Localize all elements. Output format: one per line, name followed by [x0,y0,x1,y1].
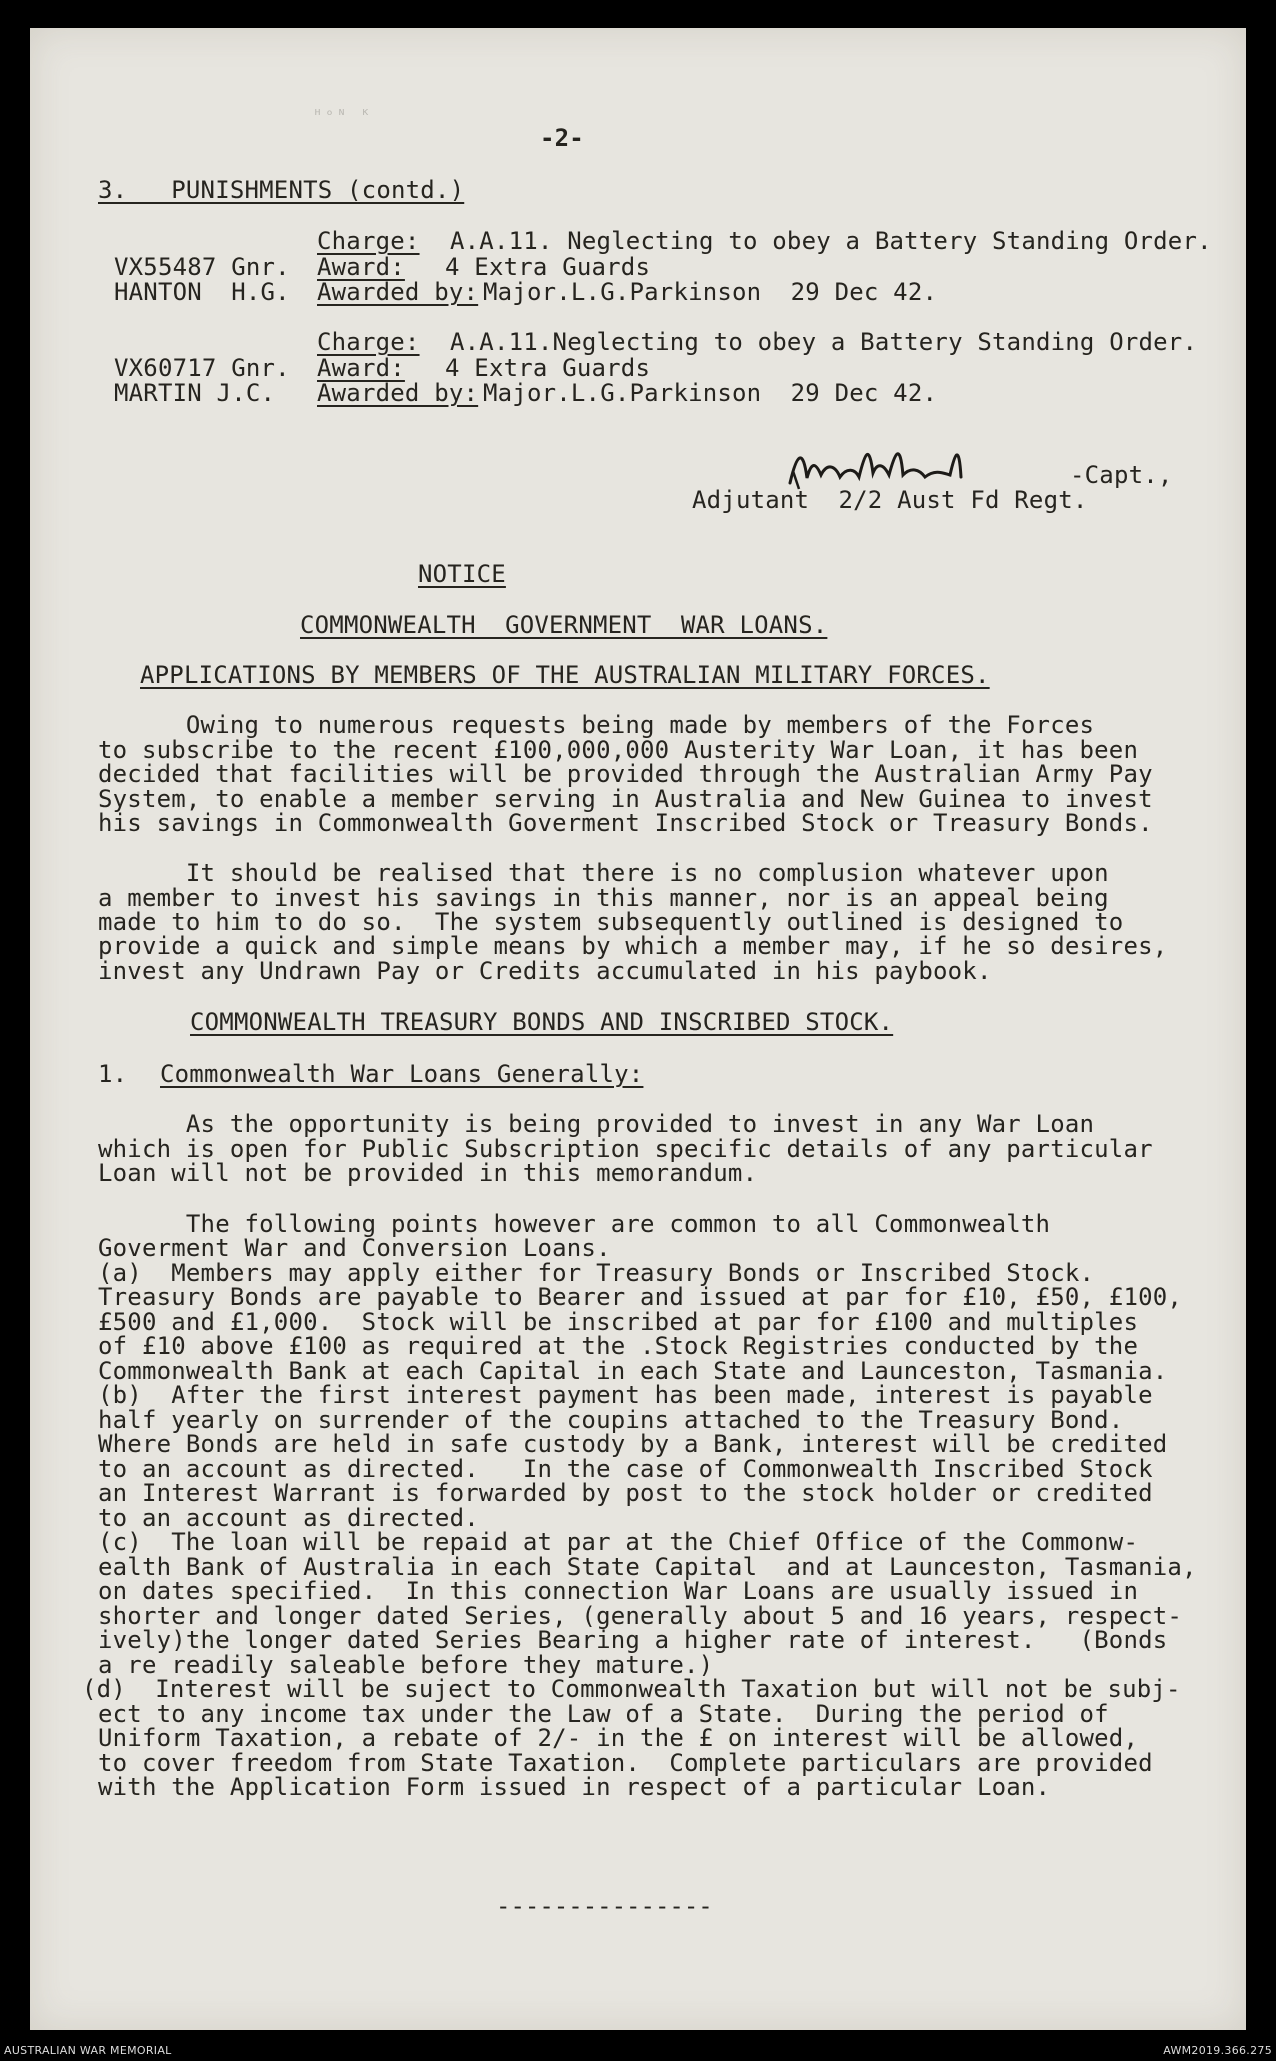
para2-line4: provide a quick and simple means by which a member may, if he so desires, [98,932,1168,960]
para4-line13: to an account as directed. [98,1504,479,1532]
para4-line22: Uniform Taxation, a rebate of 2/- in the £ on interest will be allowed, [98,1724,1139,1752]
entry1-member-name: HANTON H.G. [114,278,290,306]
para4-line8: (b) After the first interest payment has been made, interest is payable [98,1381,1153,1409]
entry2-service-number: VX60717 Gnr. [114,354,290,382]
para4-line20: (d) Interest will be suject to Commonwealth Taxation but will not be subj- [82,1675,1181,1703]
para4-line6: of £10 above £100 as required at the .Stock Registries conducted by the [98,1332,1139,1360]
para3-line1: As the opportunity is being provided to invest in any War Loan [98,1110,1095,1138]
page-number: -2- [540,124,584,152]
para4-line5: £500 and £1,000. Stock will be inscribed at par for £100 and multiples [98,1308,1139,1336]
para1-line2: to subscribe to the recent £100,000,000 Austerity War Loan, it has been [98,736,1139,764]
para4-line21: ect to any income tax under the Law of a State. During the period of [98,1700,1109,1728]
para1-line5: his savings in Commonwealth Goverment Inscribed Stock or Treasury Bonds. [98,809,1153,837]
para4-line7: Commonwealth Bank at each Capital in each State and Launceston, Tasmania. [98,1357,1168,1385]
para4-line4: Treasury Bonds are payable to Bearer and issued at par for £10, £50, £100, [98,1283,1183,1311]
para4-line12: an Interest Warrant is forwarded by post to the stock holder or credited [98,1479,1153,1507]
entry1-charge-label: Charge: [317,227,420,255]
para4-line16: on dates specified. In this connection War Loans are usually issued in [98,1577,1139,1605]
para1-line1: Owing to numerous requests being made by members of the Forces [98,711,1095,739]
treasury-bonds-heading: COMMONWEALTH TREASURY BONDS AND INSCRIBED STOCK. [190,1008,894,1036]
entry2-awarded-by-label: Awarded by: [317,379,479,407]
para2-line1: It should be realised that there is no complusion whatever upon [98,859,1109,887]
item1-title: Commonwealth War Loans Generally: [160,1060,644,1088]
para4-line9: half yearly on surrender of the coupins attached to the Treasury Bond. [98,1406,1124,1434]
para2-line3: made to him to do so. The system subsequently outlined is designed to [98,908,1124,936]
footer-archive-name: AUSTRALIAN WAR MEMORIAL [4,2044,172,2057]
para2-line5: invest any Undrawn Pay or Credits accumulated in his paybook. [98,957,992,985]
entry2-awarded-by-text: Major.L.G.Parkinson 29 Dec 42. [483,379,938,407]
end-rule: --------------- [496,1892,713,1920]
para4-line11: to an account as directed. In the case of Commonwealth Inscribed Stock [98,1455,1153,1483]
entry1-awarded-by-text: Major.L.G.Parkinson 29 Dec 42. [483,278,938,306]
para4-line2: Goverment War and Conversion Loans. [98,1234,611,1262]
para2-line2: a member to invest his savings in this manner, nor is an appeal being [98,884,1109,912]
entry1-awarded-by-label: Awarded by: [317,278,479,306]
signature-title: Adjutant 2/2 Aust Fd Regt. [692,486,1088,514]
para4-line17: shorter and longer dated Series, (generally about 5 and 16 years, respect- [98,1602,1183,1630]
para3-line2: which is open for Public Subscription specific details of any particular [98,1135,1153,1163]
entry1-award-label: Award: [317,253,405,281]
para4-line10: Where Bonds are held in safe custody by a Bank, interest will be credited [98,1430,1168,1458]
entry2-charge-text: A.A.11.Neglecting to obey a Battery Standing Order. [450,328,1198,356]
notice-title: NOTICE [418,560,506,588]
notice-applications-heading: APPLICATIONS BY MEMBERS OF THE AUSTRALIAN MILITARY FORCES. [140,661,990,689]
notice-subtitle: COMMONWEALTH GOVERNMENT WAR LOANS. [300,611,828,639]
para4-line18: ively)the longer dated Series Bearing a higher rate of interest. (Bonds [98,1626,1168,1654]
footer-accession-number: AWM2019.366.275 [1163,2044,1272,2057]
para1-line4: System, to enable a member serving in Australia and New Guinea to invest [98,785,1153,813]
para1-line3: decided that facilities will be provided through the Australian Army Pay [98,760,1153,788]
para4-line14: (c) The loan will be repaid at par at the Chief Office of the Commonw- [98,1528,1139,1556]
section-heading: 3. PUNISHMENTS (contd.) [98,176,465,204]
item1-number: 1. [98,1060,128,1088]
entry2-award-label: Award: [317,354,405,382]
para4-line24: with the Application Form issued in respect of a particular Loan. [98,1773,1051,1801]
para4-line23: to cover freedom from State Taxation. Complete particulars are provided [98,1749,1153,1777]
para4-line15: ealth Bank of Australia in each State Capital and at Launceston, Tasmania, [98,1553,1197,1581]
para4-line3: (a) Members may apply either for Treasury Bonds or Inscribed Stock. [98,1259,1095,1287]
para4-line19: a re readily saleable before they mature.) [98,1651,714,1679]
document-page [30,28,1246,2030]
signature-rank: -Capt., [1070,461,1173,489]
faint-stamp: ᴴᵒᴺ ᴷ [313,106,374,124]
entry2-member-name: MARTIN J.C. [114,379,276,407]
entry1-award-text: 4 Extra Guards [445,253,651,281]
entry1-charge-text: A.A.11. Neglecting to obey a Battery Standing Order. [450,227,1212,255]
para3-line3: Loan will not be provided in this memorandum. [98,1159,758,1187]
entry1-service-number: VX55487 Gnr. [114,253,290,281]
para4-line1: The following points however are common to all Commonwealth [98,1210,1051,1238]
entry2-award-text: 4 Extra Guards [445,354,651,382]
entry2-charge-label: Charge: [317,328,420,356]
